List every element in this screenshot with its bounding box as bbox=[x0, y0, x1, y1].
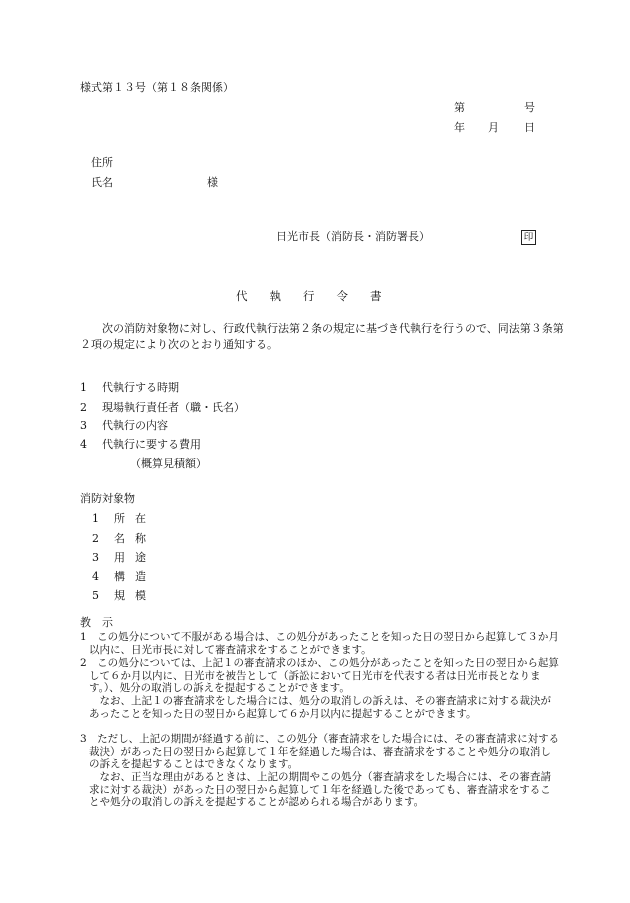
date-year: 年 bbox=[454, 121, 465, 134]
notice-paragraph-2: 2 この処分については、上記１の審査請求のほか、この処分があったことを知った日の翌日から起算して６か月以内に、日光市を被告として（訴訟において日光市を代表する者は日光市長となります。）、処分の取消しの訴えを提起することができます。 bbox=[80, 657, 559, 695]
target-row bbox=[92, 532, 156, 546]
seal-mark: 印 bbox=[521, 230, 536, 245]
item-number: 3 bbox=[80, 419, 87, 432]
target-label: 規模 bbox=[114, 589, 156, 602]
date-month: 月 bbox=[488, 121, 499, 134]
item-number: 1 bbox=[80, 381, 87, 394]
item-number: 2 bbox=[80, 401, 87, 414]
doc-number-suffix: 号 bbox=[524, 101, 535, 114]
form-number: 様式第１３号（第１８条関係） bbox=[80, 81, 234, 94]
target-row bbox=[92, 551, 156, 565]
estimate-note: （概算見積額） bbox=[130, 457, 207, 470]
target-number: 4 bbox=[92, 570, 99, 583]
target-number: 3 bbox=[92, 551, 99, 564]
honorific: 様 bbox=[207, 176, 218, 189]
notice-paragraph-2-note: なお、上記１の審査請求をした場合には、処分の取消しの訴えは、その審査請求に対する裁決があったことを知った日の翌日から起算して６か月以内に提起することができます。 bbox=[89, 695, 551, 720]
item-label: 現場執行責任者（職・氏名） bbox=[102, 401, 245, 414]
target-number: 5 bbox=[92, 589, 99, 602]
notice-heading: 教 示 bbox=[80, 616, 113, 629]
name-label: 氏名 bbox=[91, 176, 113, 189]
list-item bbox=[80, 419, 168, 433]
doc-number-prefix: 第 bbox=[454, 101, 465, 114]
document-title: 代執行令書 bbox=[236, 289, 404, 303]
list-item bbox=[80, 438, 201, 452]
target-label: 構造 bbox=[114, 570, 156, 583]
issuer-name: 日光市長（消防長・消防署長） bbox=[276, 230, 430, 243]
target-label: 用途 bbox=[114, 551, 156, 564]
target-row bbox=[92, 512, 156, 526]
item-number: 4 bbox=[80, 438, 87, 451]
body-paragraph: 次の消防対象物に対し、行政代執行法第２条の規定に基づき代執行を行うので、同法第３条第２項の規定により次のとおり通知する。 bbox=[80, 322, 564, 351]
address-label: 住所 bbox=[91, 156, 113, 169]
target-row bbox=[92, 570, 156, 584]
item-label: 代執行する時期 bbox=[102, 381, 179, 394]
target-label: 所在 bbox=[114, 512, 156, 525]
list-item bbox=[80, 401, 245, 415]
item-label: 代執行に要する費用 bbox=[102, 438, 201, 451]
date-day: 日 bbox=[524, 121, 535, 134]
target-number: 1 bbox=[92, 512, 99, 525]
notice-paragraph-3: 3 ただし、上記の期間が経過する前に、この処分（審査請求をした場合には、その審査請求に対する裁決）があった日の翌日から起算して１年を経過した場合は、審査請求をすることや処分の取消しの訴えを提起することはできなくなります。 bbox=[80, 733, 560, 771]
target-number: 2 bbox=[92, 532, 99, 545]
target-label: 名称 bbox=[114, 532, 156, 545]
item-label: 代執行の内容 bbox=[102, 419, 168, 432]
target-row bbox=[92, 589, 156, 603]
list-item bbox=[80, 381, 179, 395]
notice-paragraph-3-note: なお、正当な理由があるときは、上記の期間やこの処分（審査請求をした場合には、その審査請求に対する裁決）があった日の翌日から起算して１年を経過した後であっても、審査請求をすることや処分の取消しの訴えを提起することが認められる場合があります。 bbox=[89, 771, 551, 809]
notice-paragraph-1: 1 この処分について不服がある場合は、この処分があったことを知った日の翌日から起算して３か月以内に、日光市長に対して審査請求をすることができます。 bbox=[80, 631, 559, 656]
target-heading: 消防対象物 bbox=[80, 492, 135, 505]
